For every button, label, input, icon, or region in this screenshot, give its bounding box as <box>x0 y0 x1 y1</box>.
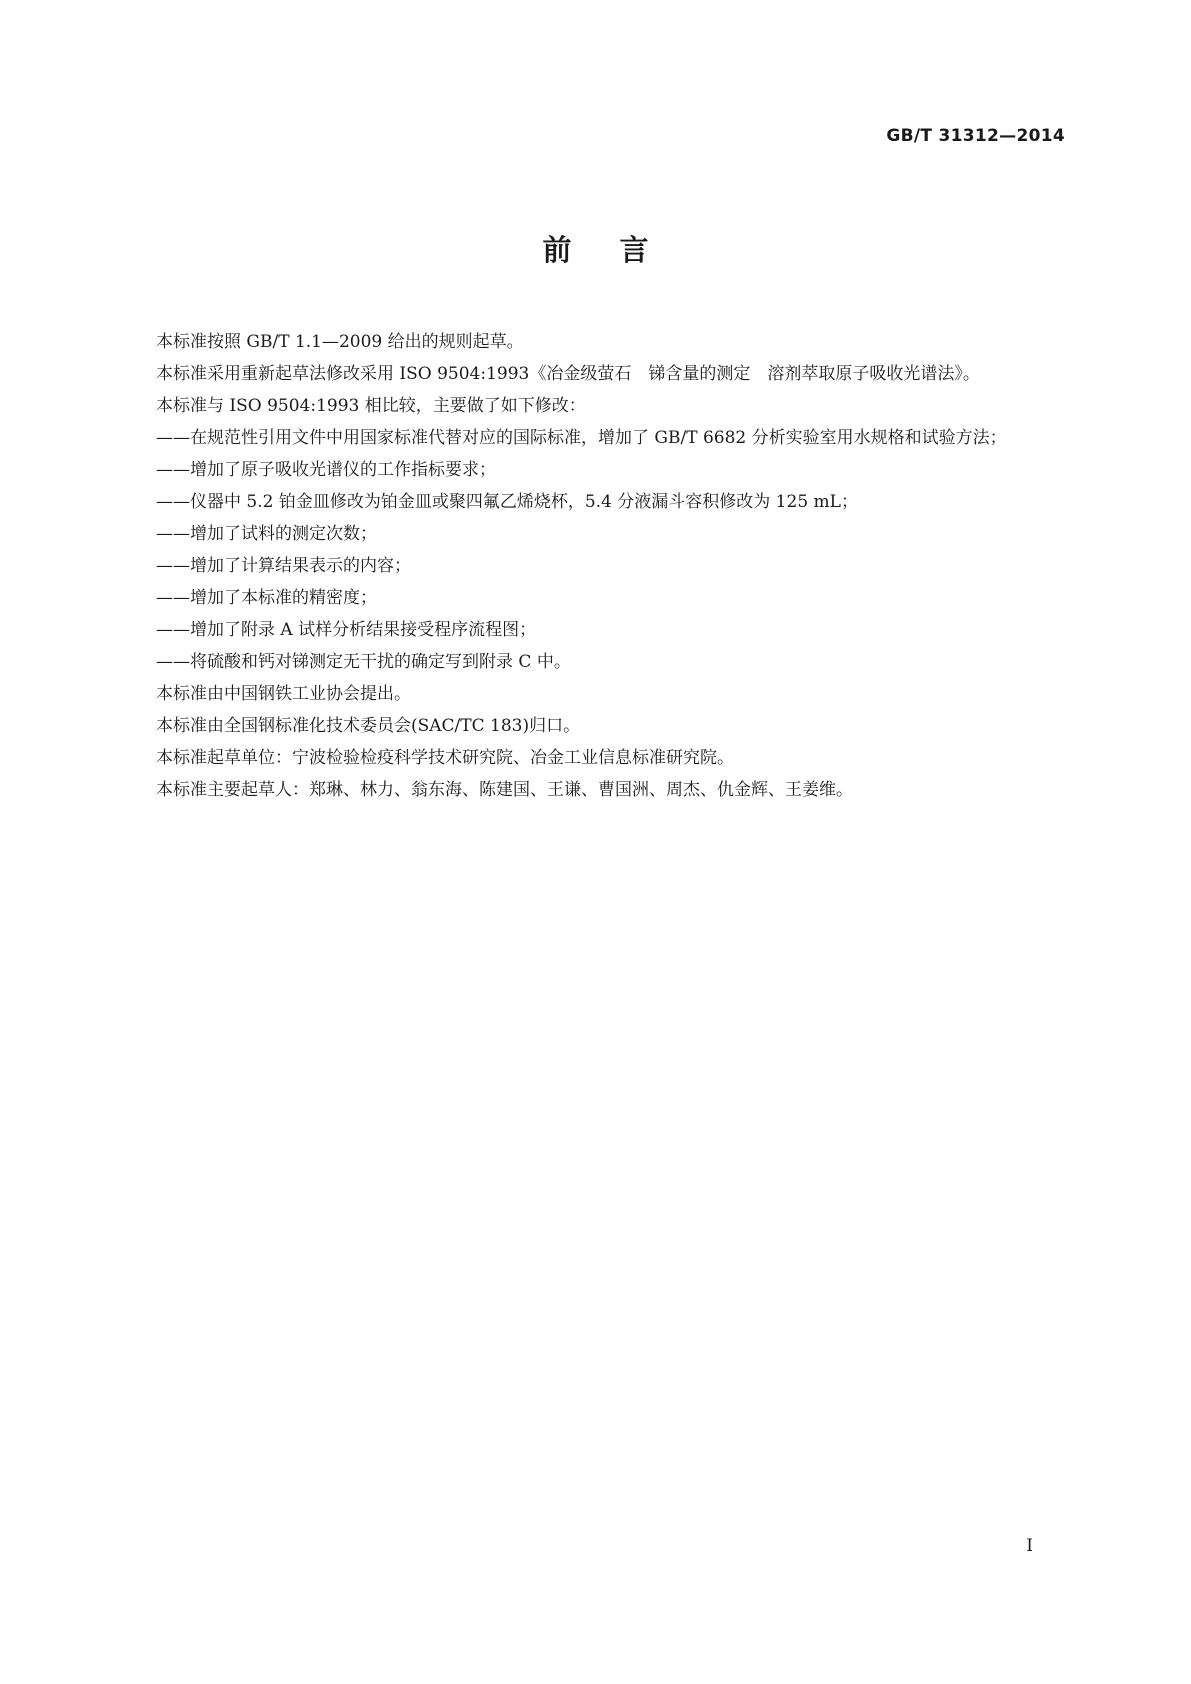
list-item-change: ——增加了本标准的精密度； <box>156 588 377 608</box>
list-item-change: ——在规范性引用文件中用国家标准代替对应的国际标准，增加了 GB/T 6682 分析实验室用水规格和试验方法； <box>156 428 1007 448</box>
paragraph-drafters: 本标准主要起草人：郑琳、林力、翁东海、陈建国、王谦、曹国洲、周杰、仇金辉、王姜维。 <box>156 780 853 800</box>
list-item-change: ——增加了附录 A 试样分析结果接受程序流程图； <box>156 620 537 640</box>
page-title: 前言 <box>542 233 697 267</box>
list-item-change: ——增加了原子吸收光谱仪的工作指标要求； <box>156 460 496 480</box>
list-item-change: ——增加了试料的测定次数； <box>156 524 377 544</box>
list-item-change: ——仪器中 5.2 铂金皿修改为铂金皿或聚四氟乙烯烧杯，5.4 分液漏斗容积修改为 125 mL； <box>156 492 858 512</box>
page-number: I <box>1026 1536 1033 1556</box>
paragraph-adoption: 本标准采用重新起草法修改采用 ISO 9504:1993《冶金级萤石 锑含量的测定 溶剂萃取原子吸收光谱法》。 <box>156 364 980 384</box>
list-item-change: ——增加了计算结果表示的内容； <box>156 556 411 576</box>
list-item-change: ——将硫酸和钙对锑测定无干扰的确定写到附录 C 中。 <box>156 652 571 672</box>
paragraph-changes-intro: 本标准与 ISO 9504:1993 相比较，主要做了如下修改： <box>156 396 586 416</box>
standard-number: GB/T 31312—2014 <box>886 126 1065 146</box>
paragraph-technical-committee: 本标准由全国钢标准化技术委员会(SAC/TC 183)归口。 <box>156 716 581 736</box>
paragraph-proposer: 本标准由中国钢铁工业协会提出。 <box>156 684 411 704</box>
paragraph-drafting-rules: 本标准按照 GB/T 1.1—2009 给出的规则起草。 <box>156 332 524 352</box>
foreword-body <box>122 326 1070 806</box>
paragraph-drafting-units: 本标准起草单位：宁波检验检疫科学技术研究院、冶金工业信息标准研究院。 <box>156 748 734 768</box>
